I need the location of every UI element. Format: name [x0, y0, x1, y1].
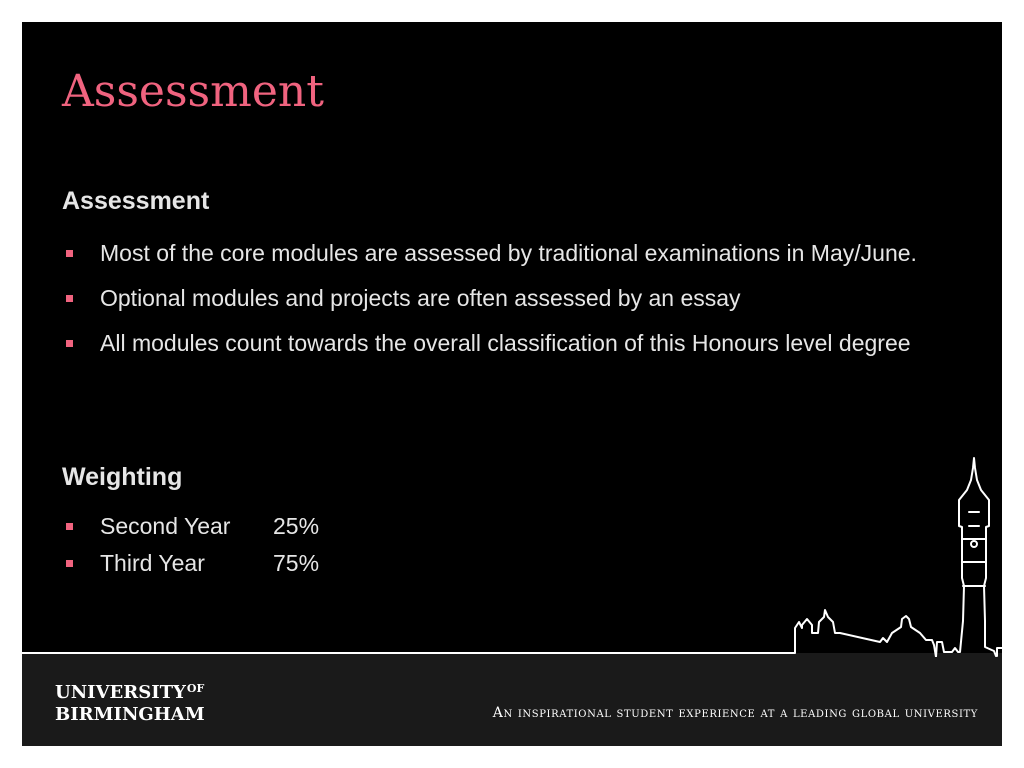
campus-skyline-icon: [22, 442, 1002, 657]
slide-title: Assessment: [62, 66, 324, 117]
logo-birmingham: BIRMINGHAM: [55, 704, 205, 725]
weighting-year: Second Year: [100, 513, 231, 539]
logo-university: UNIVERSITY: [55, 682, 186, 703]
assessment-bullet-list: [62, 238, 932, 373]
assessment-heading: Assessment: [62, 187, 210, 215]
list-item: [62, 283, 932, 314]
list-item: [62, 328, 932, 359]
weighting-year: Third Year: [100, 550, 205, 576]
slide: [22, 22, 1002, 746]
square-bullet-icon: [66, 250, 73, 257]
square-bullet-icon: [66, 340, 73, 347]
university-logo: [55, 678, 205, 726]
bullet-text: All modules count towards the overall classification of this Honours level degree: [100, 330, 911, 356]
list-item: [62, 238, 932, 269]
bullet-text: Most of the core modules are assessed by traditional examinations in May/June.: [100, 240, 917, 266]
weighting-percent: 25%: [273, 513, 320, 539]
weighting-percent: 75%: [273, 550, 320, 576]
logo-of: OF: [186, 682, 205, 695]
footer-tagline: An inspirational student experience at a leading global university: [492, 705, 978, 721]
bullet-text: Optional modules and projects are often assessed by an essay: [100, 285, 741, 311]
weighting-heading: Weighting: [62, 463, 183, 491]
square-bullet-icon: [66, 295, 73, 302]
